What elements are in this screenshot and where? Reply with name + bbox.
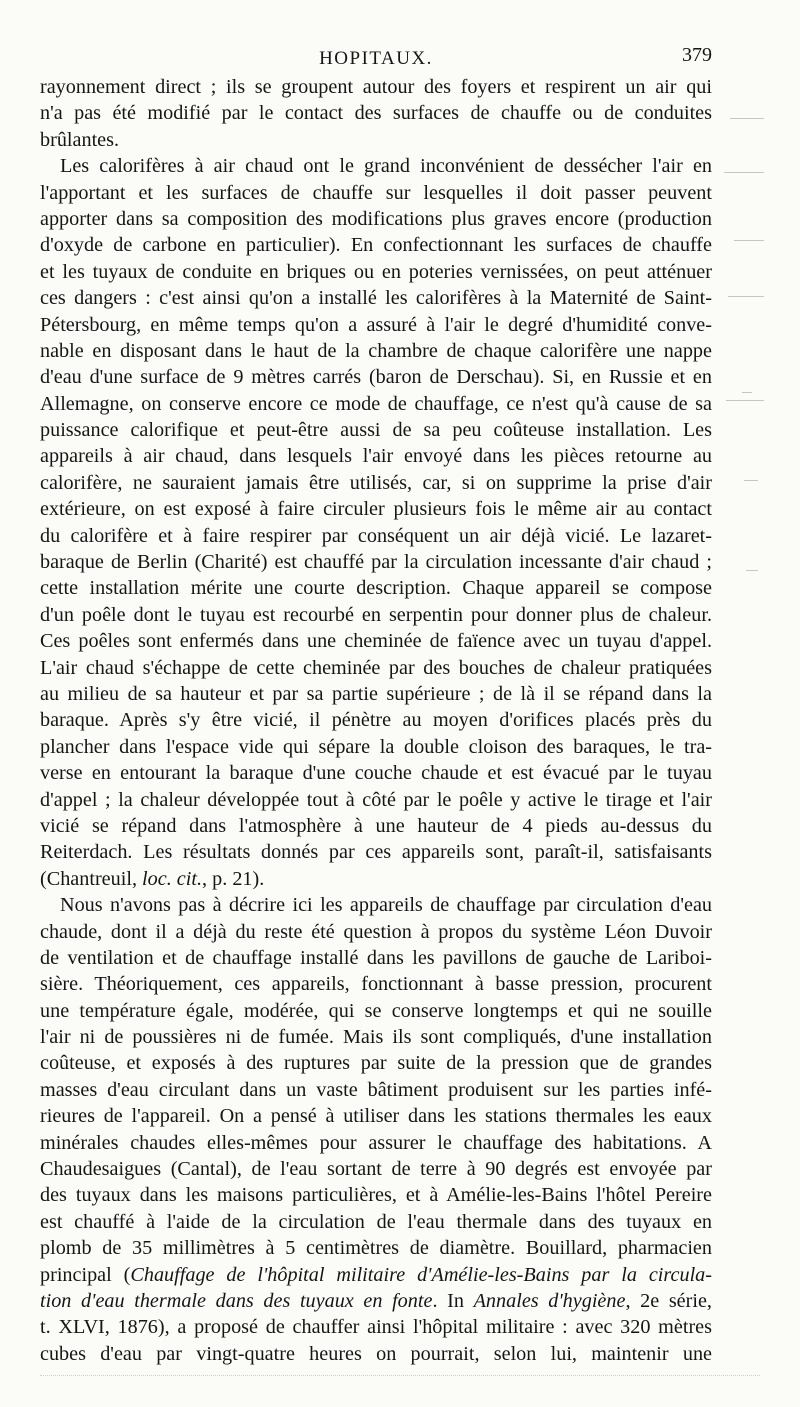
bottom-bleed-line [40,1375,760,1378]
text-line: Chaudesaigues (Cantal), de l'eau sortant de terre à 90 degrés est envoyée par [40,1158,712,1181]
text-line-reference [40,1288,712,1314]
text-line: au milieu de sa hauteur et par sa partie supérieure ; de là il se répand dans la [40,682,712,705]
text-line: Les calorifères à air chaud ont le grand inconvénient de dessécher l'air en [60,155,712,178]
bleed-mark [724,172,764,173]
text-line: appareils à air chaud, dans lesquels l'air envoyé dans les pièces retourne au [40,445,712,468]
bleed-mark [742,392,752,393]
text-line: Reiterdach. Les résultats donnés par ces appareils sont, paraît-il, satisfaisants [40,841,712,864]
text-line: rayonnement direct ; ils se groupent autour des foyers et respirent un air qui [40,76,712,98]
text-line: calorifère, ne sauraient jamais être utilisés, car, si on supprime la prise d'air [40,471,712,494]
text-line: Nous n'avons pas à décrire ici les appareils de chauffage par circulation d'eau [60,894,712,917]
text-line: extérieure, on est exposé à faire circuler plusieurs fois le même air au contact [40,498,712,521]
text-line: d'appel ; la chaleur développée tout à côté par le poêle y active le tirage et l'air [40,788,712,811]
bleed-mark [730,118,764,119]
text-line: plancher dans l'espace vide qui sépare la double cloison des baraques, le tra- [40,735,712,758]
text-line: puissance calorifique et peut-être aussi de sa peu coûteuse installation. Les [40,419,712,442]
margin-bleed-marks [722,100,782,1100]
bleed-mark [728,296,764,297]
text-line: t. XLVI, 1876), a proposé de chauffer ainsi l'hôpital militaire : avec 320 mètres [40,1316,712,1339]
text-line: est chauffé à l'aide de la circulation de l'eau thermale dans des tuyaux en [40,1210,712,1233]
text-line: baraque de Berlin (Charité) est chauffé par la circulation incessante d'air chaud ; [40,551,712,574]
body-text [40,74,712,1367]
text-line: Pétersbourg, en même temps qu'on a assuré à l'air le degré d'humidité conve- [40,313,712,336]
reference-title-cont: tion d'eau thermale dans des tuyaux en fonte [40,1289,433,1312]
citation-suffix: , p. 21). [202,867,265,890]
text-line: masses d'eau circulant dans un vaste bâtiment produisent sur les parties infé- [40,1078,712,1101]
text-line: ces dangers : c'est ainsi qu'on a installé les calorifères à la Maternité de Saint- [40,287,712,310]
text-line: de ventilation et de chauffage installé dans les pavillons de gauche de Lariboi- [40,946,712,969]
text-line: Allemagne, on conserve encore ce mode de chauffage, ce n'est qu'à cause de sa [40,392,712,415]
text-line: baraque. Après s'y être vicié, il pénètre au moyen d'orifices placés près du [40,709,712,732]
text-line: coûteuse, et exposés à des ruptures par suite de la pression que de grandes [40,1052,712,1075]
text-line: Ces poêles sont enfermés dans une cheminée de faïence avec un tuyau d'appel. [40,630,712,653]
page-number: 379 [682,44,712,66]
text-line: d'eau d'une surface de 9 mètres carrés (baron de Derschau). Si, en Russie et en [40,366,712,389]
text-line: et les tuyaux de conduite en briques ou en poteries vernissées, on peut atténuer [40,260,712,283]
text-line: l'apportant et les surfaces de chauffe sur lesquelles il doit passer peuvent [40,181,712,204]
text-line: d'un poêle dont le tuyau est recourbé en serpentin pour donner plus de chaleur. [40,603,712,626]
text-line: minérales chaudes elles-mêmes pour assurer le chauffage des habitations. A [40,1131,712,1154]
text-line: nable en disposant dans le haut de la chambre de chaque calorifère une nappe [40,339,712,362]
journal-title: Annales d'hygiène [473,1289,626,1312]
citation-prefix: (Chantreuil, [40,867,143,890]
citation-italic: loc. cit. [142,867,203,890]
bleed-mark [744,480,758,481]
text-line: L'air chaud s'échappe de cette cheminée par des bouches de chaleur pratiquées [40,656,712,679]
text-line: rieures de l'appareil. On a pensé à utiliser dans les stations thermales les eaux [40,1105,712,1128]
running-head: HOPITAUX. [319,48,433,69]
text-line: sière. Théoriquement, ces appareils, fonctionnant à basse pression, procurent [40,973,712,996]
text-line: verse en entourant la baraque d'une couche chaude et est évacué par le tuyau [40,762,712,785]
reference-prefix: principal ( [40,1263,131,1286]
text-line-citation [40,866,712,892]
text-line: cubes d'eau par vingt-quatre heures on pourrait, selon lui, maintenir une [40,1342,712,1365]
text-line: apporter dans sa composition des modifications plus graves encore (production [40,207,712,230]
text-line: plomb de 35 millimètres à 5 centimètres de diamètre. Bouillard, pharmacien [40,1237,712,1260]
reference-series: , 2e série, [625,1289,712,1312]
reference-title: Chauffage de l'hôpital militaire d'Amélie-les-Bains par la circula- [130,1263,712,1286]
text-line: brûlantes. [40,128,120,151]
text-line: cette installation mérite une courte description. Chaque appareil se compose [40,577,712,600]
text-line: l'air ni de poussières ni de fumée. Mais ils sont compliqués, d'une installation [40,1026,712,1049]
text-line: des tuyaux dans les maisons particulières, et à Amélie-les-Bains l'hôtel Pereire [40,1184,712,1207]
text-line-reference [40,1262,712,1288]
bleed-mark [734,240,764,241]
text-line: une température égale, modérée, qui se conserve longtemps et qui ne souille [40,999,712,1022]
text-line: du calorifère et à faire respirer par conséquent un air déjà vicié. Le lazaret- [40,524,712,547]
text-line: n'a pas été modifié par le contact des surfaces de chauffe ou de conduites [40,102,712,125]
bleed-mark [726,400,764,401]
text-line: chaude, dont il a déjà du reste été question à propos du système Léon Duvoir [40,920,712,943]
page-header [40,44,712,74]
reference-mid: . In [432,1289,474,1312]
text-line: vicié se répand dans l'atmosphère à une hauteur de 4 pieds au-dessus du [40,814,712,837]
bleed-mark [746,570,758,571]
text-line: d'oxyde de carbone en particulier). En confectionnant les surfaces de chauffe [40,234,712,257]
